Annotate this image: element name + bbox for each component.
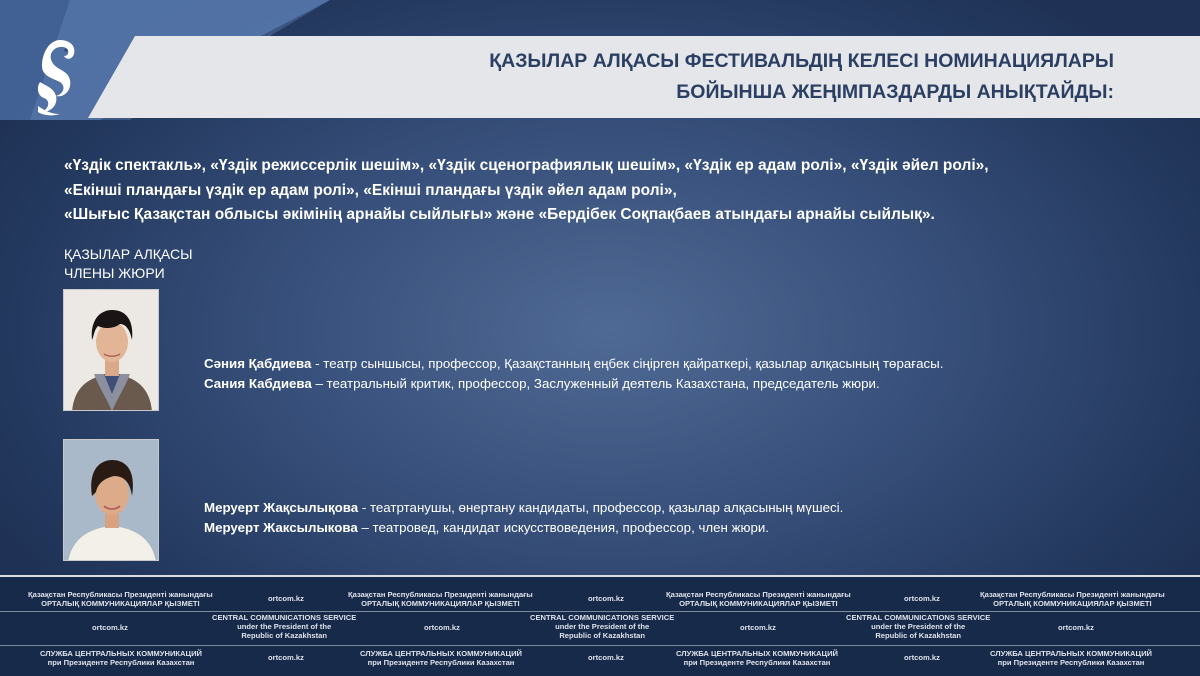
footer-ru-1-line2: при Президенте Республики Казахстан — [47, 658, 195, 667]
footer-site-7: ortcom.kz — [1058, 623, 1094, 632]
member-1-kz — [204, 354, 943, 374]
footer-en-1-line2: under the President of the — [237, 622, 332, 631]
member-1-desc-ru: – театральный критик, профессор, Заслуженный деятель Казахстана, председатель жюри. — [311, 376, 880, 391]
footer-kz-3-line1: Қазақстан Республикасы Президенті жанындағы — [666, 590, 851, 599]
header-title-line2: БОЙЫНША ЖЕҢІМПАЗДАРДЫ АНЫҚТАЙДЫ: — [676, 81, 1114, 103]
nominations-line1: «Үздік спектакль», «Үздік режиссерлік шешім», «Үздік сценографиялық шешім», «Үздік ер адам ролі», «Үздік әйел ролі», — [64, 157, 989, 174]
footer-site-3: ortcom.kz — [904, 594, 940, 603]
footer-ru-4 — [990, 649, 1152, 667]
footer-en-1 — [212, 613, 356, 640]
member-1-desc-kz: - театр сыншысы, профессор, Қазақстанның еңбек сіңірген қайраткері, қазылар алқасының төрағасы. — [311, 356, 944, 371]
footer-en-3-line1: CENTRAL COMMUNICATIONS SERVICE — [846, 613, 991, 622]
footer-kz-3 — [666, 590, 851, 608]
footer-ru-3 — [676, 649, 838, 667]
member-2-desc-kz: - театртанушы, өнертану кандидаты, профессор, қазылар алқасының мүшесі. — [358, 500, 844, 515]
member-2-kz — [204, 498, 843, 518]
footer-kz-2-line1: Қазақстан Республикасы Президенті жанындағы — [348, 590, 533, 599]
footer-ru-2-line1: СЛУЖБА ЦЕНТРАЛЬНЫХ КОММУНИКАЦИЙ — [360, 649, 523, 658]
jury-heading-kz: ҚАЗЫЛАР АЛҚАСЫ — [64, 246, 193, 262]
footer-site-9: ortcom.kz — [588, 653, 624, 662]
footer-site-5: ortcom.kz — [424, 623, 460, 632]
footer-ru-2-line2: при Президенте Республики Казахстан — [367, 658, 515, 667]
footer-site-6: ortcom.kz — [740, 623, 776, 632]
footer-watermark — [0, 575, 1200, 676]
member-2-name-ru: Меруерт Жаксылыкова — [204, 520, 358, 535]
footer-en-1-line3: Republic of Kazakhstan — [241, 631, 327, 640]
footer-site-4: ortcom.kz — [92, 623, 128, 632]
footer-kz-1 — [28, 590, 213, 608]
footer-kz-4 — [980, 590, 1165, 608]
footer-kz-1-line2: ОРТАЛЫҚ КОММУНИКАЦИЯЛАР ҚЫЗМЕТІ — [41, 599, 200, 608]
nominations-line2: «Екінші пландағы үздік ер адам ролі», «Екінші пландағы үздік әйел адам ролі», — [64, 181, 677, 199]
footer-kz-4-line2: ОРТАЛЫҚ КОММУНИКАЦИЯЛАР ҚЫЗМЕТІ — [993, 599, 1152, 608]
footer-ru-1 — [40, 649, 202, 667]
member-1-name-ru: Сания Кабдиева — [204, 376, 312, 391]
footer-en-2 — [530, 613, 674, 640]
member-info-2 — [204, 498, 843, 538]
jury-heading — [64, 245, 192, 283]
footer-kz-2 — [348, 590, 533, 608]
member-info-1 — [204, 354, 943, 394]
footer-en-3-line2: under the President of the — [871, 622, 966, 631]
footer-site-1: ortcom.kz — [268, 594, 304, 603]
footer-ru-1-line1: СЛУЖБА ЦЕНТРАЛЬНЫХ КОММУНИКАЦИЙ — [40, 649, 203, 658]
footer-ru-4-line1: СЛУЖБА ЦЕНТРАЛЬНЫХ КОММУНИКАЦИЙ — [990, 649, 1153, 658]
footer-en-3-line3: Republic of Kazakhstan — [875, 631, 961, 640]
footer-ru-4-line2: при Президенте Республики Казахстан — [997, 658, 1145, 667]
member-2-name-kz: Меруерт Жақсылықова — [204, 500, 359, 515]
nominations-list — [64, 154, 1174, 228]
footer-en-2-line1: CENTRAL COMMUNICATIONS SERVICE — [530, 613, 675, 622]
footer-en-2-line3: Republic of Kazakhstan — [559, 631, 645, 640]
footer-site-8: ortcom.kz — [268, 653, 304, 662]
snow-leopard-emblem-icon — [30, 36, 80, 118]
footer-en-2-line2: under the President of the — [555, 622, 650, 631]
member-photo-2 — [63, 439, 159, 561]
footer-kz-4-line1: Қазақстан Республикасы Президенті жанындағы — [980, 590, 1165, 599]
footer-kz-1-line1: Қазақстан Республикасы Президенті жанындағы — [28, 590, 213, 599]
header-title-line1: ҚАЗЫЛАР АЛҚАСЫ ФЕСТИВАЛЬДІҢ КЕЛЕСІ НОМИНАЦИЯЛАРЫ — [489, 50, 1114, 72]
footer-kz-3-line2: ОРТАЛЫҚ КОММУНИКАЦИЯЛАР ҚЫЗМЕТІ — [679, 599, 838, 608]
member-2-desc-ru: – театровед, кандидат искусствоведения, профессор, член жюри. — [357, 520, 769, 535]
member-photo-1 — [63, 289, 159, 411]
member-2-ru — [204, 518, 843, 538]
footer-site-2: ortcom.kz — [588, 594, 624, 603]
member-1-ru — [204, 374, 943, 394]
footer-ru-3-line1: СЛУЖБА ЦЕНТРАЛЬНЫХ КОММУНИКАЦИЙ — [676, 649, 839, 658]
footer-ru-3-line2: при Президенте Республики Казахстан — [683, 658, 831, 667]
jury-heading-ru: ЧЛЕНЫ ЖЮРИ — [64, 265, 165, 281]
member-1-name-kz: Сәния Қабдиева — [204, 356, 312, 371]
footer-kz-2-line2: ОРТАЛЫҚ КОММУНИКАЦИЯЛАР ҚЫЗМЕТІ — [361, 599, 520, 608]
header-title — [394, 46, 1114, 108]
footer-site-10: ortcom.kz — [904, 653, 940, 662]
footer-en-3 — [846, 613, 990, 640]
nominations-line3: «Шығыс Қазақстан облысы әкімінің арнайы сыйлығы» және «Бердібек Соқпақбаев атындағы арнайы сыйлық». — [64, 206, 935, 223]
footer-ru-2 — [360, 649, 522, 667]
footer-en-1-line1: CENTRAL COMMUNICATIONS SERVICE — [212, 613, 357, 622]
